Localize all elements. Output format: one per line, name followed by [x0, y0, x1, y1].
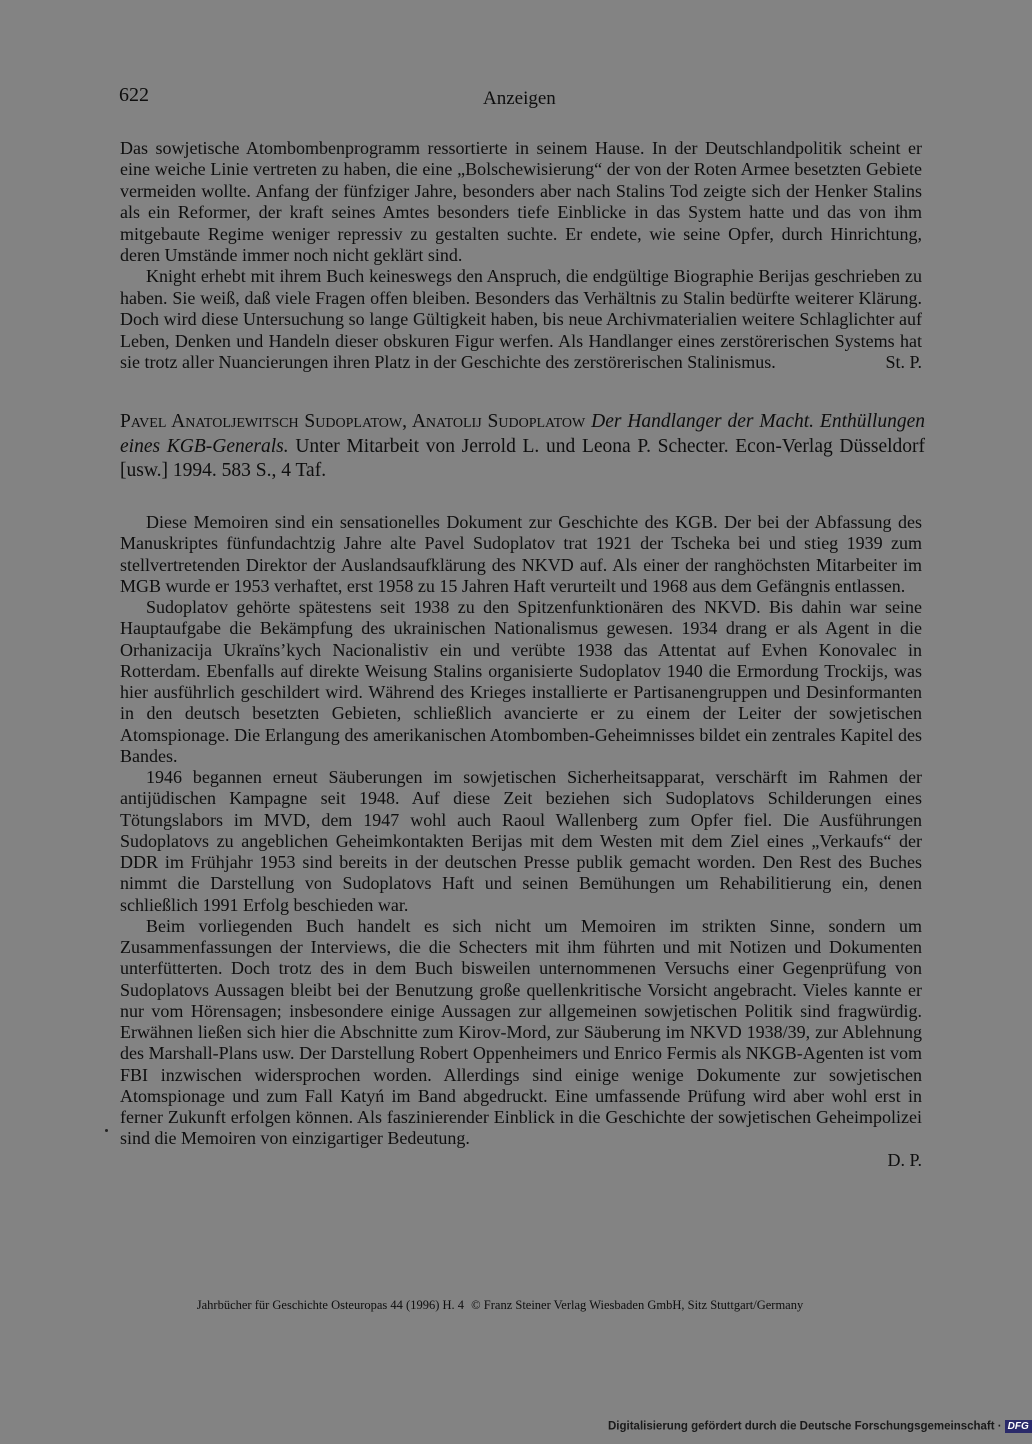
review-paragraph: 1946 begannen erneut Säuberungen im sowjetischen Sicherheitsapparat, verschärft im Rahmen der antijüdischen Kampagne seit 1948. Auf diese Zeit beziehen sich Sudoplatovs Schilderungen eines Tötungslabors im MVD, dem 1947 wohl auch Raoul Wallenberg zum Opfer fiel. Die Ausführungen Sudoplatovs zu angeblichen Geheimkontakten Berijas mit dem Westen mit dem Ziel eines „Verkaufs“ der DDR im Frühjahr 1953 sind bereits in der deutschen Presse publik gemacht worden. Den Rest des Buches nimmt die Darstellung von Sudoplatovs Haft und seinen Bemühungen um Rehabilitierung ein, denen schließlich 1991 Erfolg beschieden war.: [120, 767, 922, 915]
dfg-logo: DFG: [1005, 1420, 1032, 1433]
running-head: Anzeigen: [483, 88, 556, 109]
page-number: 622: [119, 84, 149, 106]
review-continued: [120, 138, 922, 373]
review-paragraph: Sudoplatov gehörte spätestens seit 1938 zu den Spitzenfunktionären des NKVD. Bis dahin war seine Hauptaufgabe die Bekämpfung des ukrainischen Nationalismus gewesen. 1934 drang er als Agent in die Orhanizacija Ukraїns’kych Nacionalistiv ein und verübte 1938 das Attentat auf Evhen Konovalec in Rotterdam. Ebenfalls auf direkte Weisung Stalins organisierte Sudoplatov 1940 die Ermordung Trockijs, was hier ausführlich geschildert wird. Während des Krieges installierte er Partisanengruppen und Desinformanten in den deutsch besetzten Gebieten, schließlich avancierte er zu einem der Leiter der sowjetischen Atomspionage. Die Erlangung des amerikanischen Atombomben-Geheimnisses bildet ein zentrales Kapitel des Bandes.: [120, 597, 922, 766]
digitization-text: Digitalisierung gefördert durch die Deutsche Forschungsgemeinschaft ·: [608, 1420, 1002, 1433]
review-body: [120, 512, 922, 1171]
review-paragraph: Diese Memoiren sind ein sensationelles Dokument zur Geschichte des KGB. Der bei der Abfassung des Manuskriptes fünfundachtzig Jahre alte Pavel Sudoplatov trat 1921 der Tscheka bei und stieg 1939 zum stellvertretenden Direktor der Auslandsaufklärung des NKVD auf. Als einer der ranghöchsten Mitarbeiter im MGB wurde er 1953 verhaftet, erst 1958 zu 15 Jahren Haft verurteilt und 1968 aus dem Gefängnis entlassen.: [120, 512, 922, 596]
review-paragraph-last: Knight erhebt mit ihrem Buch keineswegs den Anspruch, die endgültige Biographie Berijas geschrieben zu haben. Sie weiß, daß viele Fragen offen bleiben. Besonders das Verhältnis zu Stalin bedürfte weiterer Klärung. Doch wird diese Untersuchung so lange Gültigkeit haben, bis neue Archivmaterialien weitere Schlaglichter auf Leben, Denken und Handeln dieser obskuren Figur werfen. Als Handlanger eines zerstörerischen Systems hat sie trotz aller Nuancierungen ihren Platz in der Geschichte des zerstörerischen Stalinismus. St. P.: [120, 266, 922, 373]
reviewer-signature: D. P.: [887, 1149, 922, 1170]
book-citation: [120, 410, 925, 484]
review-paragraph: Beim vorliegenden Buch handelt es sich nicht um Memoiren im strikten Sinne, sondern um Zusammenfassungen der Interviews, die die Schecters mit ihm führten und mit Notizen und Dokumenten unterfütterten. Doch trotz des in dem Buch bisweilen unternommenen Versuchs einer Gegenprüfung von Sudoplatovs Aussagen bleibt bei der Benutzung große quellenkritische Vorsicht angebracht. Vieles kannte er nur vom Hörensagen; insbesondere einige Aussagen zur allgemeinen sowjetischen Politik sind fragwürdig. Erwähnen ließen sich hier die Abschnitte zum Kirov-Mord, zur Säuberung im NKVD 1938/39, zur Ablehnung des Marshall-Plans usw. Der Darstellung Robert Oppenheimers und Enrico Fermis als NKGB-Agenten ist vom FBI inzwischen widersprochen worden. Allerdings sind einige wenige Dokumente zur sowjetischen Atomspionage und zum Fall Katyń im Band abgedruckt. Eine umfassende Prüfung wird aber wohl erst in ferner Zukunft erfolgen können. Als faszinierender Einblick in die Geschichte der sowjetischen Geheimpolizei sind die Memoiren von einzigartiger Bedeutung.: [120, 915, 922, 1149]
review-paragraph: Das sowjetische Atombombenprogramm ressortierte in seinem Hause. In der Deutschlandpolitik scheint er eine weiche Linie vertreten zu haben, die eine „Bolschewisierung“ der von der Roten Armee besetzten Gebiete vermeiden wollte. Anfang der fünfziger Jahre, besonders aber nach Stalins Tod zeigte sich der Henker Stalins als ein Reformer, der kraft seines Amtes besonders tiefe Einblicke in das System hatte und das von ihm mitgebaute Regime weniger repressiv zu gestalten suchte. Er endete, wie seine Opfer, durch Hinrichtung, deren Umstände immer noch nicht geklärt sind.: [120, 138, 922, 266]
journal-footer: [0, 1298, 1000, 1313]
digitization-notice: [608, 1420, 1032, 1433]
book-details: Unter Mitarbeit von Jerrold L. und Leona P. Schecter. Econ-Verlag Düsseldorf [usw.] 1994. 583 S., 4 Taf.: [120, 435, 925, 481]
scan-speck: [105, 1129, 108, 1132]
publisher-notice: © Franz Steiner Verlag Wiesbaden GmbH, Sitz Stuttgart/Germany: [471, 1298, 804, 1312]
journal-citation: Jahrbücher für Geschichte Osteuropas 44 (1996) H. 4: [196, 1298, 465, 1312]
book-title: Der Handlanger der Macht. Enthüllungen eines KGB-Generals.: [120, 411, 925, 457]
reviewer-signature: St. P.: [885, 352, 922, 373]
book-authors: Pavel Anatoljewitsch Sudoplatow, Anatolij Sudoplatow: [120, 411, 586, 432]
